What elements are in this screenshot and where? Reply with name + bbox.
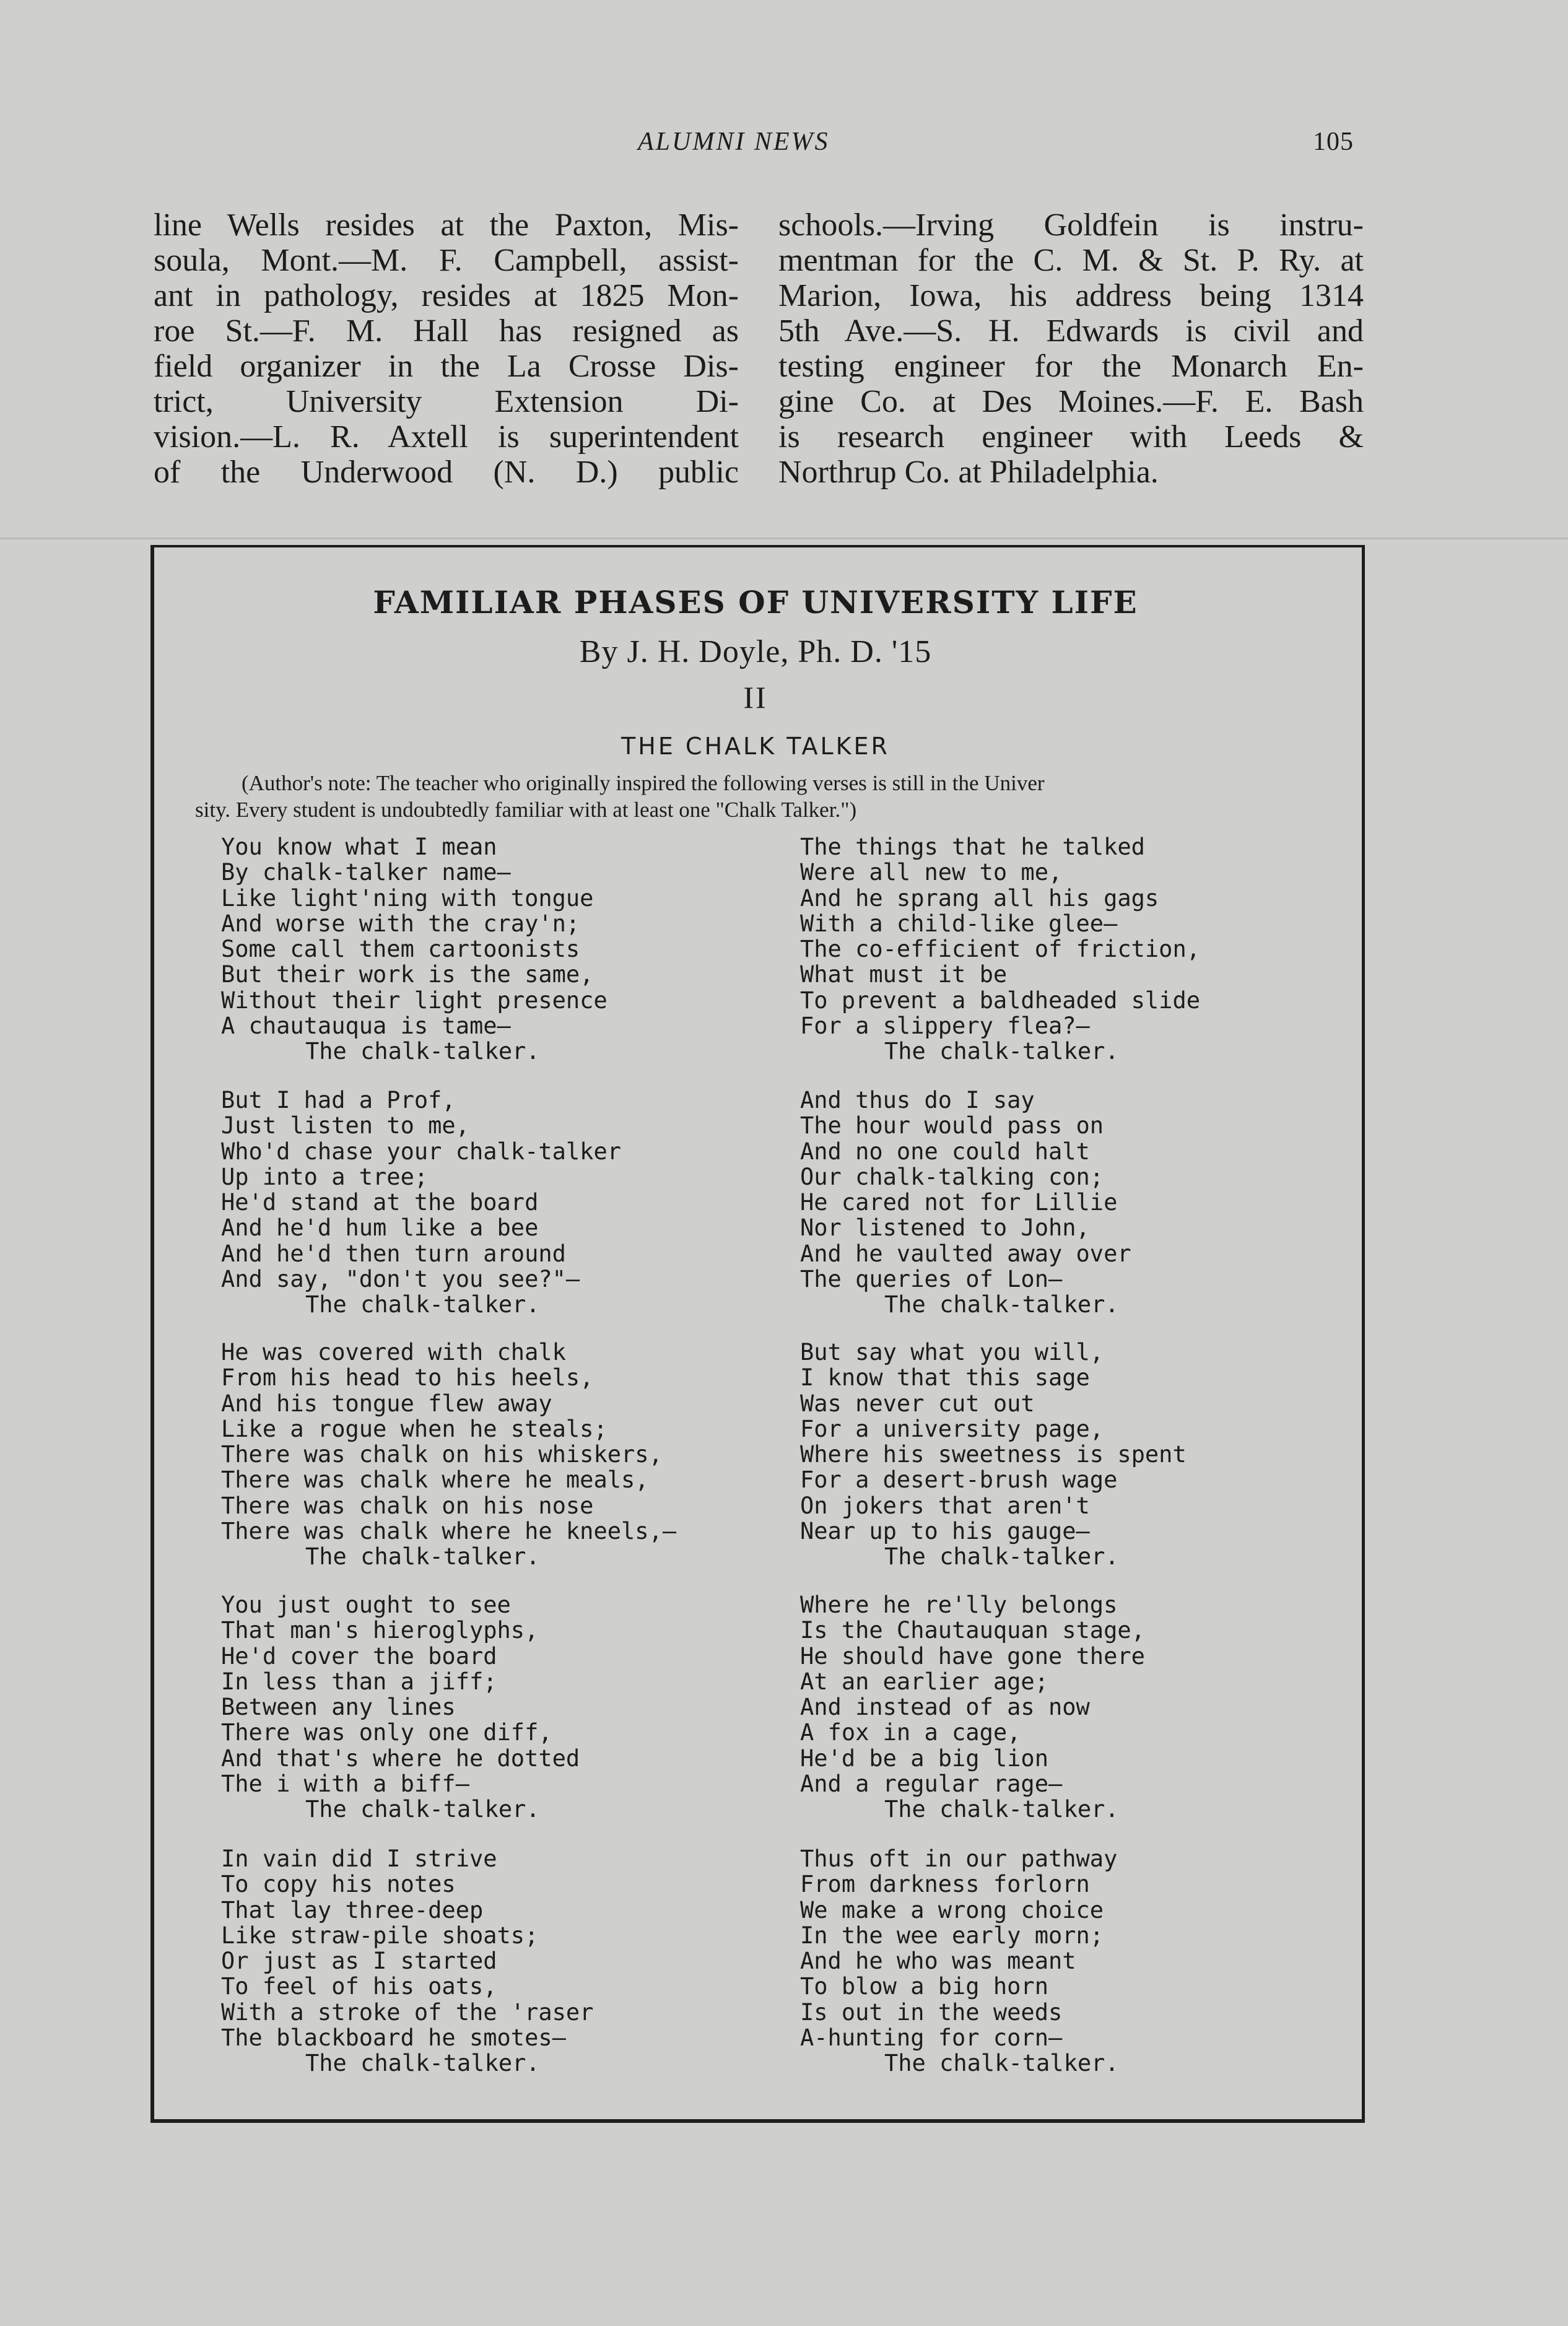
text-line: schools.—Irving Goldfein is instru- xyxy=(778,207,1364,243)
page-number: 105 xyxy=(1313,128,1354,156)
verse-line: There was chalk where he kneels,— xyxy=(221,1518,677,1545)
verse-line: Where his sweetness is spent xyxy=(800,1441,1187,1468)
stanza-refrain: The chalk-talker. xyxy=(884,1543,1119,1570)
poem-title: FAMILIAR PHASES OF UNIVERSITY LIFE xyxy=(373,584,1138,621)
verse-line: A-hunting for corn— xyxy=(800,2024,1063,2052)
poem-stanza xyxy=(221,1339,676,1570)
verse-line: On jokers that aren't xyxy=(800,1492,1090,1519)
verse-line: You just ought to see xyxy=(221,1592,511,1618)
verse-line: There was chalk on his nose xyxy=(221,1492,594,1519)
verse-line: And say, "don't you see?"— xyxy=(221,1266,580,1293)
text-line: is research engineer with Leeds & xyxy=(778,419,1364,455)
verse-line: Our chalk-talking con; xyxy=(800,1163,1104,1190)
poem-subtitle: THE CHALK TALKER xyxy=(621,733,890,760)
verse-line: At an earlier age; xyxy=(800,1668,1048,1695)
running-head: ALUMNI NEWS xyxy=(638,128,830,156)
authors-note-line: sity. Every student is undoubtedly familiar with at least one "Chalk Talker.") xyxy=(195,798,857,822)
text-line: Marion, Iowa, his address being 1314 xyxy=(778,278,1364,313)
text-line: trict, University Extension Di- xyxy=(154,384,739,419)
text-line: soula, Mont.—M. F. Campbell, assist- xyxy=(154,243,739,278)
verse-line: And that's where he dotted xyxy=(221,1744,580,1772)
verse-line: Near up to his gauge— xyxy=(800,1518,1090,1545)
text-line: gine Co. at Des Moines.—F. E. Bash xyxy=(778,384,1364,419)
verse-line: He was covered with chalk xyxy=(221,1339,566,1366)
verse-line: And worse with the cray'n; xyxy=(221,910,580,937)
stanza-refrain: The chalk-talker. xyxy=(305,2050,540,2077)
verse-line: That man's hieroglyphs, xyxy=(221,1617,539,1644)
verse-line: There was chalk where he meals, xyxy=(221,1466,649,1494)
verse-line: There was only one diff, xyxy=(221,1719,552,1746)
page-fold-line xyxy=(0,538,1568,539)
verse-line: What must it be xyxy=(800,961,1008,988)
text-line: mentman for the C. M. & St. P. Ry. at xyxy=(778,243,1364,278)
stanza-refrain: The chalk-talker. xyxy=(884,2050,1119,2077)
verse-line: The i with a biff— xyxy=(221,1771,469,1798)
verse-line: Like light'ning with tongue xyxy=(221,884,594,912)
poem-byline: By J. H. Doyle, Ph. D. '15 xyxy=(579,634,932,669)
verse-line: And no one could halt xyxy=(800,1138,1090,1165)
verse-line: You know what I mean xyxy=(221,834,497,860)
alumni-notes-right-column xyxy=(778,207,1364,490)
verse-line: But I had a Prof, xyxy=(221,1087,456,1113)
poem-stanza xyxy=(221,1087,621,1318)
verse-line: To copy his notes xyxy=(221,1871,456,1898)
verse-line: And he vaulted away over xyxy=(800,1240,1131,1267)
verse-line: From darkness forlorn xyxy=(800,1871,1090,1898)
verse-line: Like straw-pile shoats; xyxy=(221,1922,539,1949)
verse-line: Nor listened to John, xyxy=(800,1214,1090,1242)
authors-note-line: (Author's note: The teacher who originally inspired the following verses is still in the Univer xyxy=(242,771,1045,795)
alumni-notes-left-column xyxy=(154,207,739,490)
verse-line: And he'd hum like a bee xyxy=(221,1214,539,1242)
verse-line: Was never cut out xyxy=(800,1390,1035,1417)
verse-line: And a regular rage— xyxy=(800,1771,1063,1798)
stanza-refrain: The chalk-talker. xyxy=(884,1038,1119,1065)
verse-line: And he who was meant xyxy=(800,1948,1076,1975)
verse-line: The things that he talked xyxy=(800,834,1145,860)
verse-line: Where he re'lly belongs xyxy=(800,1592,1118,1618)
verse-line: Or just as I started xyxy=(221,1948,497,1975)
verse-line: The queries of Lon— xyxy=(800,1266,1063,1293)
verse-line: The hour would pass on xyxy=(800,1112,1104,1139)
stanza-refrain: The chalk-talker. xyxy=(305,1796,540,1823)
verse-line: Like a rogue when he steals; xyxy=(221,1415,608,1442)
stanza-refrain: The chalk-talker. xyxy=(884,1291,1119,1318)
verse-line: To feel of his oats, xyxy=(221,1973,497,2000)
verse-line: The blackboard he smotes— xyxy=(221,2024,566,2052)
text-line: roe St.—F. M. Hall has resigned as xyxy=(154,313,739,349)
text-line: line Wells resides at the Paxton, Mis- xyxy=(154,207,739,243)
poem-stanza xyxy=(221,834,608,1065)
verse-line: But their work is the same, xyxy=(221,961,594,988)
verse-line: For a slippery flea?— xyxy=(800,1013,1090,1040)
verse-line: He should have gone there xyxy=(800,1642,1145,1670)
verse-line: The co-efficient of friction, xyxy=(800,936,1201,963)
verse-line: He cared not for Lillie xyxy=(800,1189,1118,1216)
verse-line: In the wee early morn; xyxy=(800,1922,1104,1949)
verse-line: And his tongue flew away xyxy=(221,1390,552,1417)
text-line: vision.—L. R. Axtell is superintendent xyxy=(154,419,739,455)
poem-part-number: II xyxy=(743,680,768,715)
verse-line: Who'd chase your chalk-talker xyxy=(221,1138,622,1165)
verse-line: Were all new to me, xyxy=(800,859,1063,886)
verse-line: And instead of as now xyxy=(800,1694,1090,1721)
poem-stanza xyxy=(800,1846,1119,2076)
text-line: testing engineer for the Monarch En- xyxy=(778,349,1364,384)
verse-line: But say what you will, xyxy=(800,1339,1104,1366)
verse-line: To prevent a baldheaded slide xyxy=(800,987,1201,1014)
poem-stanza xyxy=(221,1592,580,1823)
stanza-refrain: The chalk-talker. xyxy=(305,1291,540,1318)
stanza-refrain: The chalk-talker. xyxy=(305,1038,540,1065)
verse-line: Is the Chautauquan stage, xyxy=(800,1617,1145,1644)
verse-line: And thus do I say xyxy=(800,1087,1035,1113)
text-line: field organizer in the La Crosse Dis- xyxy=(154,349,739,384)
poem-stanza xyxy=(800,1339,1187,1570)
authors-note xyxy=(195,770,1313,823)
poem-stanza xyxy=(800,834,1200,1065)
verse-line: A chautauqua is tame— xyxy=(221,1013,511,1040)
verse-line: By chalk-talker name— xyxy=(221,859,511,886)
verse-line: That lay three-deep xyxy=(221,1896,484,1923)
verse-line: Some call them cartoonists xyxy=(221,936,580,963)
verse-line: Just listen to me, xyxy=(221,1112,469,1139)
verse-line: Up into a tree; xyxy=(221,1163,429,1190)
verse-line: Is out in the weeds xyxy=(800,1998,1063,2026)
verse-line: He'd stand at the board xyxy=(221,1189,539,1216)
stanza-refrain: The chalk-talker. xyxy=(884,1796,1119,1823)
verse-line: Thus oft in our pathway xyxy=(800,1845,1118,1872)
verse-line: And he sprang all his gags xyxy=(800,884,1159,912)
verse-line: For a university page, xyxy=(800,1415,1104,1442)
poem-stanza xyxy=(221,1846,593,2076)
verse-line: In vain did I strive xyxy=(221,1845,497,1872)
verse-line: Without their light presence xyxy=(221,987,608,1014)
text-line: of the Underwood (N. D.) public xyxy=(154,455,739,490)
stanza-refrain: The chalk-talker. xyxy=(305,1543,540,1570)
verse-line: With a child-like glee— xyxy=(800,910,1118,937)
verse-line: We make a wrong choice xyxy=(800,1896,1104,1923)
text-line: 5th Ave.—S. H. Edwards is civil and xyxy=(778,313,1364,349)
verse-line: A fox in a cage, xyxy=(800,1719,1021,1746)
verse-line: And he'd then turn around xyxy=(221,1240,566,1267)
poem-stanza xyxy=(800,1087,1131,1318)
verse-line: In less than a jiff; xyxy=(221,1668,497,1695)
verse-line: I know that this sage xyxy=(800,1364,1090,1392)
verse-line: For a desert-brush wage xyxy=(800,1466,1118,1494)
verse-line: He'd be a big lion xyxy=(800,1744,1048,1772)
verse-line: Between any lines xyxy=(221,1694,456,1721)
verse-line: From his head to his heels, xyxy=(221,1364,594,1392)
verse-line: With a stroke of the 'raser xyxy=(221,1998,594,2026)
text-line: ant in pathology, resides at 1825 Mon- xyxy=(154,278,739,313)
verse-line: To blow a big horn xyxy=(800,1973,1048,2000)
verse-line: There was chalk on his whiskers, xyxy=(221,1441,663,1468)
poem-stanza xyxy=(800,1592,1145,1823)
text-line: Northrup Co. at Philadelphia. xyxy=(778,455,1159,490)
verse-line: He'd cover the board xyxy=(221,1642,497,1670)
